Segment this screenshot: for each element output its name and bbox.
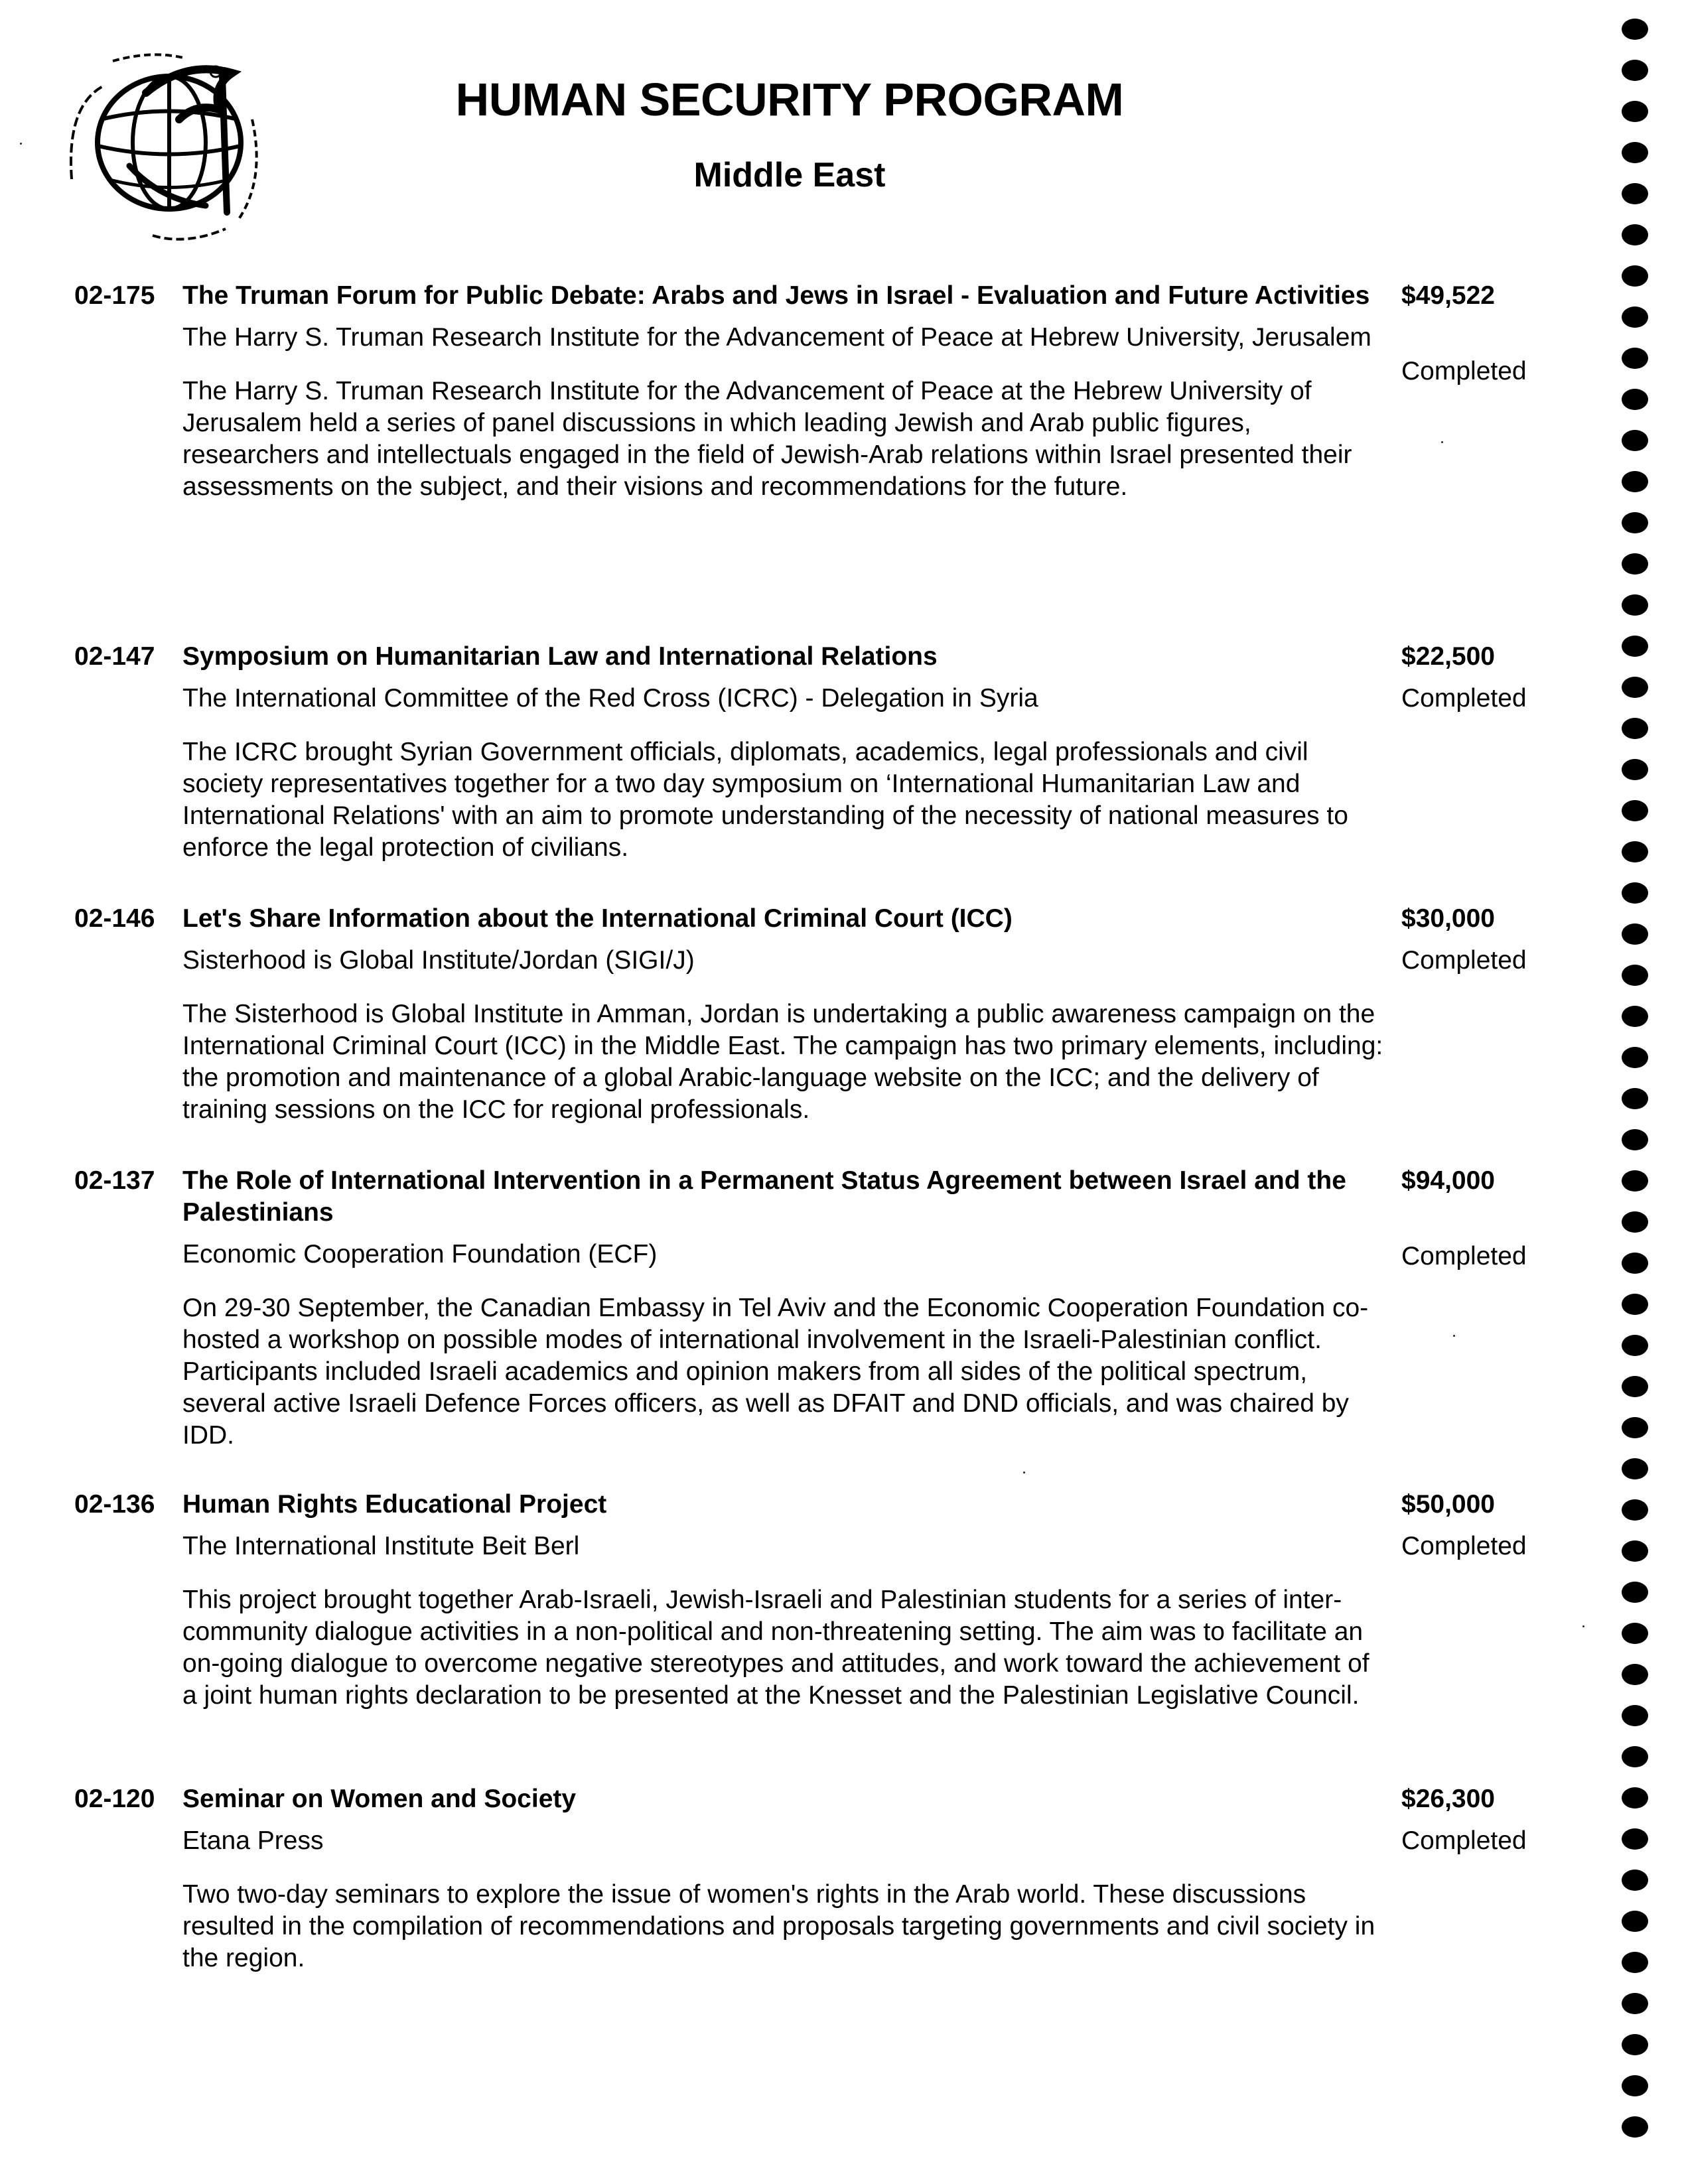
project-amount: $94,000 [1401,1166,1495,1195]
project-description: Two two-day seminars to explore the issue of women's rights in the Arab world. These discussions resulted in the compilation of recommendations and proposals targeting governments and civil society in the region. [182,1880,1375,1972]
scan-speck [1582,1625,1584,1627]
project-side [1401,1783,1574,1857]
project-number: 02-120 [74,1785,155,1813]
binding-hole [1622,1458,1648,1479]
binding-hole [1622,1294,1648,1315]
binding-hole [1622,430,1648,451]
project-title: Let's Share Information about the International Criminal Court (ICC) [182,904,1013,933]
project-body [182,641,1390,864]
binding-hole [1622,307,1648,328]
binding-hole [1622,1787,1648,1809]
project-side [1401,280,1574,387]
scan-speck [20,143,22,145]
project-amount: $26,300 [1401,1785,1495,1813]
binding-hole [1622,265,1648,287]
binding-hole [1622,1623,1648,1644]
project-amount: $22,500 [1401,642,1495,671]
project-title: Seminar on Women and Society [182,1785,577,1813]
binding-hole [1622,1993,1648,2014]
project-body [182,1489,1390,1712]
binding-hole [1622,759,1648,780]
binding-hole [1622,965,1648,986]
project-body [182,903,1390,1126]
binding-hole [1622,2116,1648,2138]
scan-speck [1441,441,1443,443]
project-body [182,280,1390,503]
project-organization: Sisterhood is Global Institute/Jordan (SIGI/J) [182,946,695,975]
project-description: The Harry S. Truman Research Institute for the Advancement of Peace at the Hebrew University of Jerusalem held a series of panel discussions in which leading Jewish and Arab public figures, researchers and intellectuals engaged in the field of Jewish-Arab relations within Israel presented their assessments on the subject, and their visions and recommendations for the future. [182,377,1352,501]
project-number: 02-175 [74,281,155,310]
project-side [1401,1165,1574,1272]
binding-hole [1622,636,1648,657]
project-title: Symposium on Humanitarian Law and International Relations [182,642,938,671]
project-number: 02-146 [74,904,155,933]
project-organization: Etana Press [182,1826,324,1855]
page-subtitle: Middle East [693,156,886,194]
project-amount: $49,522 [1401,281,1495,310]
project-organization: Economic Cooperation Foundation (ECF) [182,1240,658,1268]
binding-hole [1622,1582,1648,1603]
binding-hole [1622,800,1648,821]
binding-hole [1622,1170,1648,1192]
binding-hole [1622,2075,1648,2096]
binding-hole [1622,1952,1648,1973]
project-status: Completed [1401,357,1527,385]
binding-hole [1622,348,1648,369]
project-title: Human Rights Educational Project [182,1490,607,1519]
project-side [1401,641,1574,715]
project-status: Completed [1401,946,1527,975]
binding-hole [1622,2034,1648,2055]
binding-hole [1622,471,1648,492]
project-description: The Sisterhood is Global Institute in Amman, Jordan is undertaking a public awareness campaign on the International Criminal Court (ICC) in the Middle East. The campaign has two primary elements, including: the promotion and maintenance of a global Arabic-language website on the ICC; and the delivery of training sessions on the ICC for regional professionals. [182,1000,1383,1124]
project-organization: The International Institute Beit Berl [182,1532,580,1560]
project-description: On 29-30 September, the Canadian Embassy in Tel Aviv and the Economic Cooperation Foundation co-hosted a workshop on possible modes of international involvement in the Israeli-Palestinian conflict. Participants included Israeli academics and opinion makers from all sides of the political spectrum, several active Israeli Defence Forces officers, as well as DFAIT and DND officials, and was chaired by IDD. [182,1294,1369,1450]
project-number: 02-136 [74,1490,155,1519]
binding-hole [1622,1006,1648,1027]
binding-hole [1622,1129,1648,1150]
page-title: HUMAN SECURITY PROGRAM [455,74,1124,125]
binding-hole [1622,718,1648,739]
project-side [1401,903,1574,977]
binding-hole [1622,1335,1648,1356]
binding-hole [1622,1540,1648,1562]
binding-hole [1622,1828,1648,1850]
binding-holes [1619,19,1652,2181]
binding-hole [1622,1417,1648,1438]
binding-hole [1622,1376,1648,1397]
binding-hole [1622,101,1648,122]
binding-hole [1622,224,1648,245]
project-amount: $30,000 [1401,904,1495,933]
binding-hole [1622,1499,1648,1521]
project-body [182,1165,1390,1452]
project-status: Completed [1401,1532,1527,1560]
project-status: Completed [1401,1242,1527,1270]
project-side [1401,1489,1574,1562]
binding-hole [1622,389,1648,410]
scan-speck [1453,1335,1455,1337]
project-title: The Truman Forum for Public Debate: Arabs and Jews in Israel - Evaluation and Future Activities [182,281,1370,310]
binding-hole [1622,19,1648,40]
project-organization: The Harry S. Truman Research Institute for the Advancement of Peace at Hebrew University, Jerusalem [182,323,1371,352]
binding-hole [1622,1911,1648,1932]
project-amount: $50,000 [1401,1490,1495,1519]
binding-hole [1622,1664,1648,1685]
project-description: This project brought together Arab-Israeli, Jewish-Israeli and Palestinian students for a series of inter-community dialogue activities in a non-political and non-threatening setting. The aim was to facilitate an on-going dialogue to overcome negative stereotypes and attitudes, and work toward the achievement of a joint human rights declaration to be presented at the Knesset and the Palestinian Legislative Council. [182,1586,1369,1710]
project-body [182,1783,1390,1974]
project-status: Completed [1401,1826,1527,1855]
project-title: The Role of International Intervention in a Permanent Status Agreement between Israel and the Palestinians [182,1166,1346,1227]
scan-speck [1023,1471,1025,1473]
binding-hole [1622,183,1648,204]
binding-hole [1622,1253,1648,1274]
binding-hole [1622,882,1648,904]
binding-hole [1622,60,1648,81]
binding-hole [1622,594,1648,616]
binding-hole [1622,1705,1648,1726]
binding-hole [1622,677,1648,698]
binding-hole [1622,512,1648,533]
binding-hole [1622,1746,1648,1767]
binding-hole [1622,1211,1648,1233]
binding-hole [1622,841,1648,862]
binding-hole [1622,1870,1648,1891]
binding-hole [1622,1047,1648,1068]
project-description: The ICRC brought Syrian Government officials, diplomats, academics, legal professionals and civil society representatives together for a two day symposium on ‘International Humanitarian Law and International Relations' with an aim to promote understanding of the necessity of national measures to enforce the legal protection of civilians. [182,738,1348,862]
project-number: 02-147 [74,642,155,671]
binding-hole [1622,553,1648,575]
binding-hole [1622,1088,1648,1109]
project-status: Completed [1401,684,1527,713]
project-organization: The International Committee of the Red Cross (ICRC) - Delegation in Syria [182,684,1038,713]
binding-hole [1622,142,1648,163]
project-number: 02-137 [74,1166,155,1195]
binding-hole [1622,923,1648,945]
